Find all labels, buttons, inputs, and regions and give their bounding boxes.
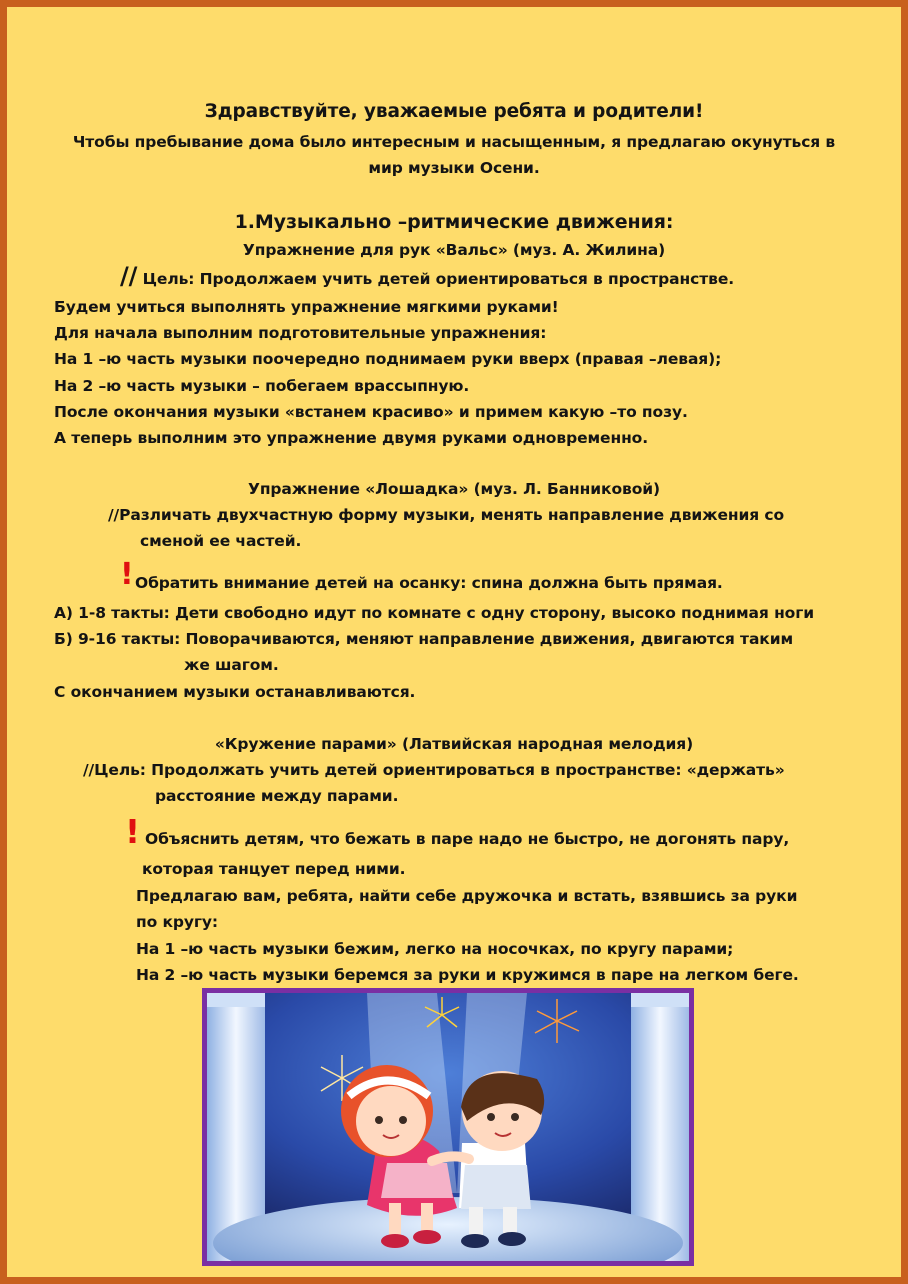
comment-mark: // [120,262,138,290]
exercise3-line: На 2 –ю часть музыки беремся за руки и кружимся в паре на легком беге. [136,966,799,984]
dancing-children-illustration [202,988,694,1266]
exercise1-goal [120,262,735,290]
exercise2-goal-line-1: //Различать двухчастную форму музыки, менять направление движения со [108,506,785,524]
exercise1-goal-text: Цель: Продолжаем учить детей ориентироваться в пространстве. [142,270,735,288]
exercise1-line: Будем учиться выполнять упражнение мягкими руками! [54,298,559,316]
exercise3-title: «Кружение парами» (Латвийская народная мелодия) [214,735,694,753]
exercise1-title: Упражнение для рук «Вальс» (муз. А. Жилина) [242,241,666,259]
section-heading: 1.Музыкально –ритмические движения: [234,211,674,233]
exercise3-line: На 1 –ю часть музыки бежим, легко на носочках, по кругу парами; [136,940,734,958]
exercise3-warning-line-2: которая танцует перед ними. [142,860,406,878]
exercise2-step-b-line-2: же шагом. [184,656,279,674]
exercise2-end: С окончанием музыки останавливаются. [54,683,416,701]
exercise3-line: по кругу: [136,913,218,931]
warning-icon: ! [125,812,141,851]
greeting-heading: Здравствуйте, уважаемые ребята и родители! [204,101,704,122]
warning-icon: ! [120,557,134,592]
stage-scene [207,993,689,1261]
exercise1-line: На 2 –ю часть музыки – побегаем врассыпную. [54,377,470,395]
exercise2-step-b-line-1: Б) 9-16 такты: Поворачиваются, меняют направление движения, двигаются таким [54,630,794,648]
exercise2-title: Упражнение «Лошадка» (муз. Л. Банниковой) [247,480,661,498]
exercise1-line: После окончания музыки «встанем красиво» и примем какую –то позу. [54,403,688,421]
exercise1-line: А теперь выполним это упражнение двумя руками одновременно. [54,429,649,447]
intro-line-1: Чтобы пребывание дома было интересным и насыщенным, я предлагаю окунуться в [72,133,836,151]
exercise3-goal-line-2: расстояние между парами. [155,787,399,805]
exercise1-line: На 1 –ю часть музыки поочередно поднимаем руки вверх (правая –левая); [54,350,722,368]
exercise1-line: Для начала выполним подготовительные упражнения: [54,324,547,342]
exercise2-goal-line-2: сменой ее частей. [140,532,302,550]
exercise3-goal-line-1: //Цель: Продолжать учить детей ориентироваться в пространстве: «держать» [83,761,785,779]
exercise3-warning-line-1: Объяснить детям, что бежать в паре надо не быстро, не догонять пару, [145,830,790,848]
exercise2-step-a: А) 1-8 такты: Дети свободно идут по комнате с одну сторону, высоко поднимая ноги [54,604,814,622]
exercise3-line: Предлагаю вам, ребята, найти себе дружочка и встать, взявшись за руки [136,887,798,905]
exercise2-warning: Обратить внимание детей на осанку: спина должна быть прямая. [135,574,723,592]
intro-line-2: мир музыки Осени. [368,159,540,177]
